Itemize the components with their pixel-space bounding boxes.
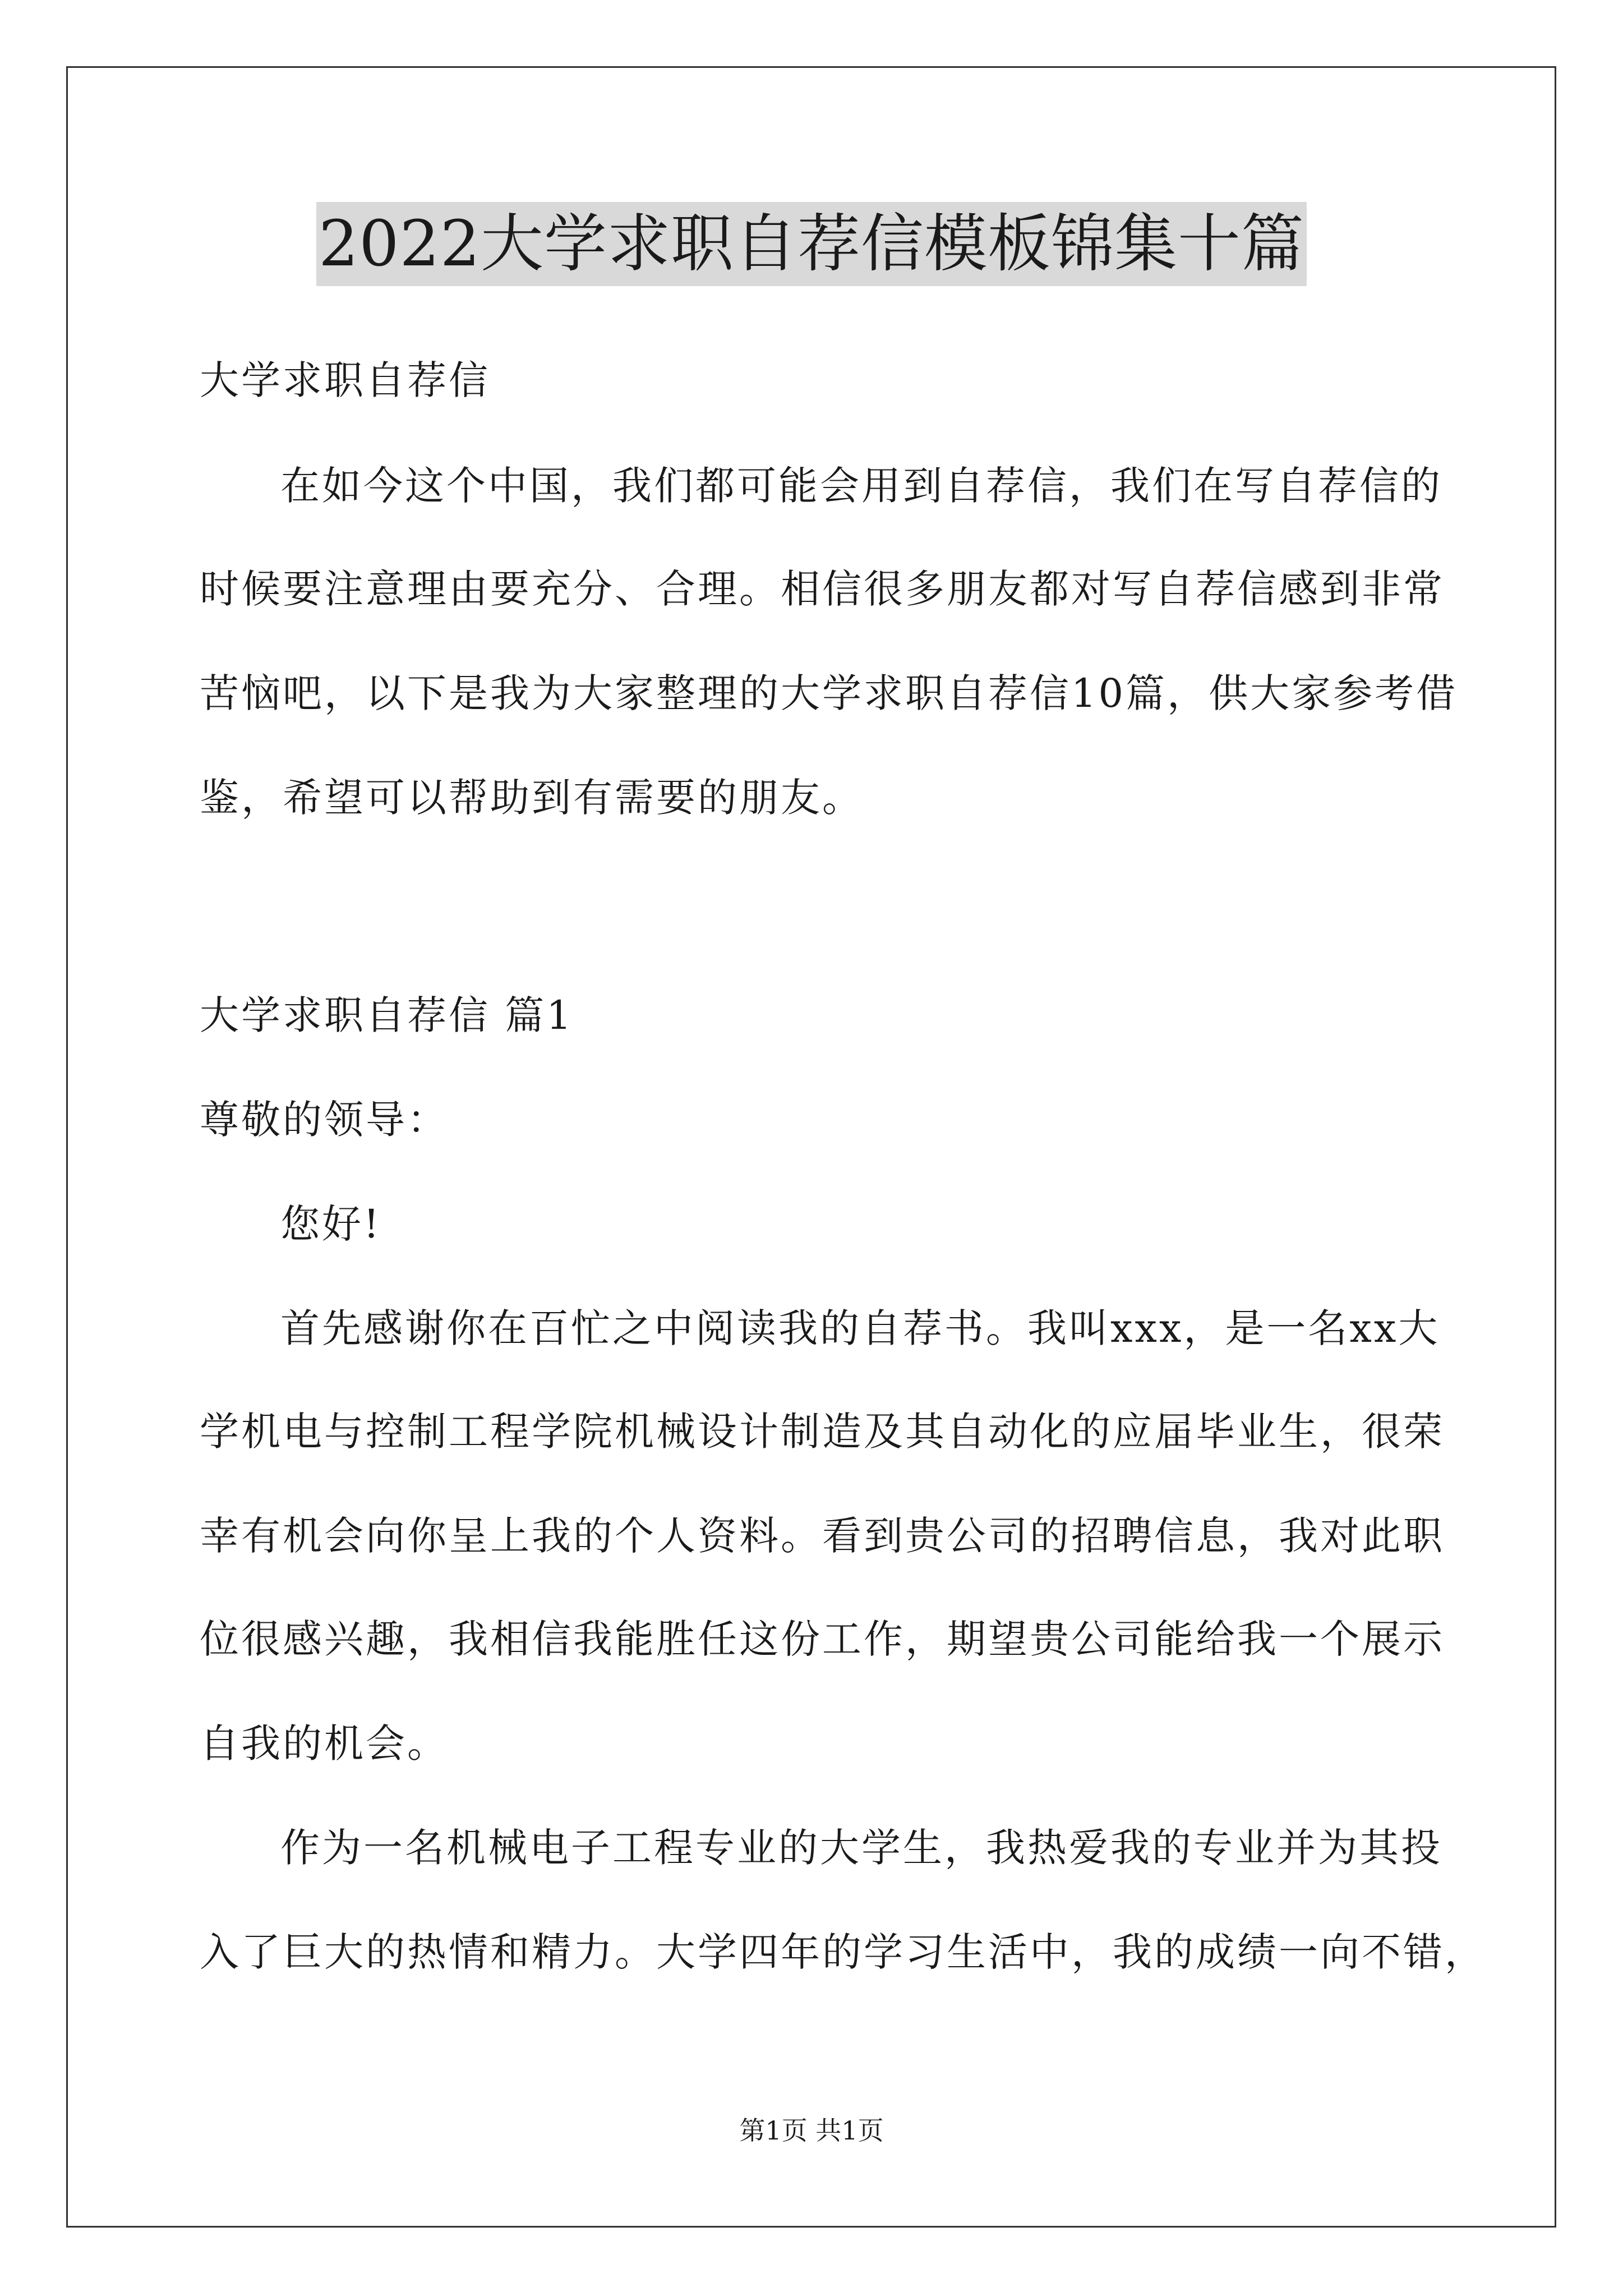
section-heading: 大学求职自荐信 篇1 (200, 992, 574, 1038)
greeting: 您好! (280, 1201, 382, 1247)
paragraph-line: 在如今这个中国，我们都可能会用到自荐信，我们在写自荐信的 (280, 463, 1442, 509)
paragraph-line: 入了巨大的热情和精力。大学四年的学习生活中，我的成绩一向不错， (200, 1929, 1486, 1975)
paragraph-line: 鉴，希望可以帮助到有需要的朋友。 (200, 775, 864, 821)
paragraph-line: 首先感谢你在百忙之中阅读我的自荐书。我叫xxx，是一名xx大 (280, 1305, 1440, 1351)
paragraph-line: 学机电与控制工程学院机械设计制造及其自动化的应届毕业生，很荣 (200, 1409, 1445, 1455)
paragraph-line: 自我的机会。 (200, 1720, 449, 1766)
salutation: 尊敬的领导： (200, 1097, 449, 1143)
paragraph-line: 位很感兴趣，我相信我能胜任这份工作，期望贵公司能给我一个展示 (200, 1616, 1445, 1662)
paragraph-line: 时候要注意理由要充分、合理。相信很多朋友都对写自荐信感到非常 (200, 566, 1445, 612)
paragraph-line: 幸有机会向你呈上我的个人资料。看到贵公司的招聘信息，我对此职 (200, 1513, 1445, 1559)
paragraph-line: 作为一名机械电子工程专业的大学生，我热爱我的专业并为其投 (280, 1825, 1442, 1871)
paragraph-line: 苦恼吧，以下是我为大家整理的大学求职自荐信10篇，供大家参考借 (200, 670, 1458, 716)
section-heading: 大学求职自荐信 (200, 357, 490, 403)
document-title: 2022大学求职自荐信模板锦集十篇 (316, 202, 1307, 286)
page-footer: 第1页 共1页 (739, 2115, 884, 2146)
title-container (0, 202, 1623, 286)
